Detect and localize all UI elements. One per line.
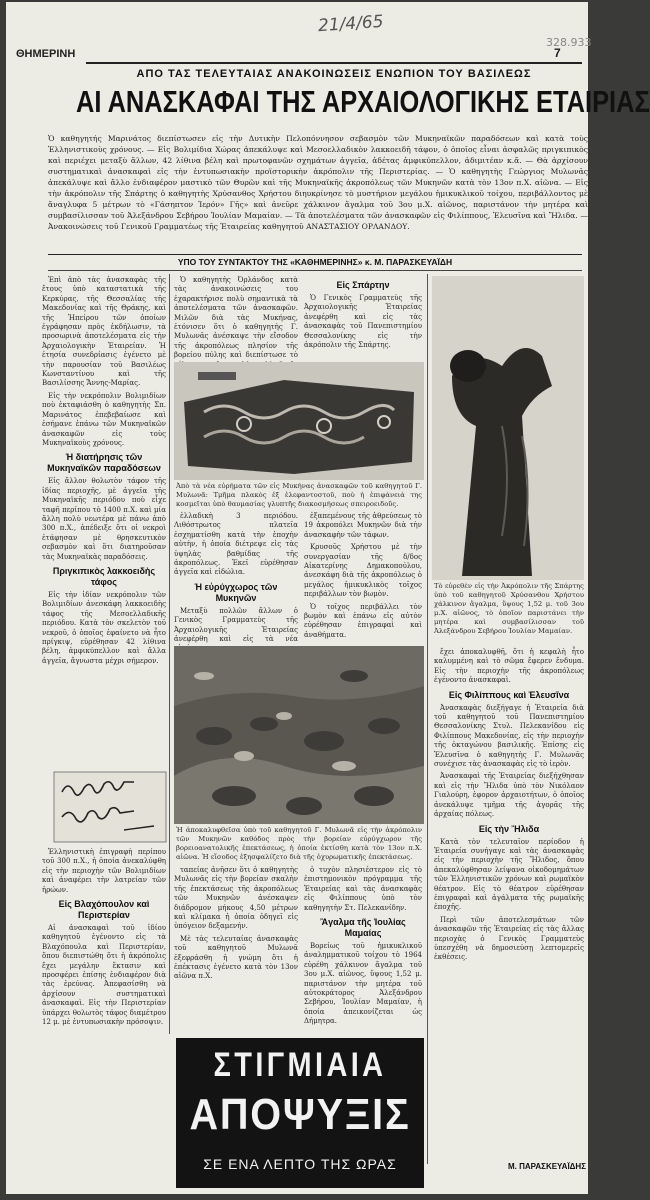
photo-caption: Ἡ ἀποκαλυφθεῖσα ὑπὸ τοῦ καθηγητοῦ Γ. Μυλωνᾶ εἰς τὴν ἀκρόπολιν τῶν Μυκηνῶν καθόδος πρὸς τὴν βορείαν εὐρύγχωρον τῆς βορειοανατολικῆς ἐπεκτάσεως, ἡ ὁποία ἐκτίσθη κατὰ τὸν 13ον π.Χ. αἰῶνα. Ἡ εἴσοδος ἐξησφαλίζετο διὰ τῆς ὀχυρωματικῆς ἐπεκτάσεως. xyxy=(176,826,422,861)
mycenae-excavation-photo xyxy=(174,646,424,824)
body-paragraph: Εἰς τὴν νεκρόπολιν Βολιμιδίων ποὺ ἐκταφιάσθη ὁ καθηγητὴς Σπ. Μαρινάτος ἐπεβεβαίωσε καὶ ἐσήμανε ἐπάνω τῶν Μυκηναϊκῶν ἀνασκαφῶν εἰς τοὺς Μυκηναϊκοὺς χρόνους. xyxy=(42,391,166,447)
body-paragraph: Ὁ τοῖχος περιβάλλει τὸν βωμὸν καὶ ἐπάνω εἰς αὐτὸν εὑρέθησαν ἐπιγραφαὶ καὶ ἀναθήματα. xyxy=(304,602,422,639)
body-paragraph: Κρυσοῦς Χρήστου μὲ τὴν συνεργασίαν τῆς δ/δος Αἰκατερίνης Δημακοπούλου, ἀνεσκάφη διὰ τῆς ἀκροπόλεως ὁ μεγάλος ἡμικυκλικὸς τοῖχος περιβάλλων τὸν βωμὸν. xyxy=(304,543,422,599)
article-column-2-bottom xyxy=(174,866,298,1034)
body-paragraph: Περὶ τῶν ἀποτελεσμάτων τῶν ἀνασκαφῶν τῆς Ἑταιρείας εἰς τὰς ἄλλας περιοχὰς ὁ Γενικὸς Γραμματεὺς ὑπεσχέθη νὰ δημοσιεύσῃ λεπτομερεῖς ἐκθέσεις. xyxy=(434,915,584,962)
body-paragraph: ἑλλαδικὴ 3 περιόδου. Λιθόστρωτος πλατεῖα ἐσχηματίσθη κατὰ τὴν ἐποχὴν αὐτὴν, ἡ ὁποία διέτρεψε εἰς τὰς ὑψηλὰς βαθμίδας τῆς ἀκροπόλεως. Ἐκεῖ εὑρέθησαν ἀγγεῖα καὶ εἰδώλια. xyxy=(174,512,298,577)
body-paragraph: Κατὰ τὸν τελευταῖον περίοδον ἡ Ἑταιρεία συνήγαγε καὶ τὰς ἀνασκαφὰς εἰς τὴν περιοχὴν τῆς Ἤλιδος, ὅπου ἀπεκαλύφθησαν λείψανα οἰκοδομημάτων τῶν Ἑλληνιστικῶν χρόνων καὶ ρωμαϊκὸν θέατρον. Εἰς τὸ θέατρον εὑρέθησαν ἐπιγραφαὶ καὶ ἀγάλματα τῆς ρωμαϊκῆς ἐποχῆς. xyxy=(434,837,584,912)
kicker: ΑΠΟ ΤΑΣ ΤΕΛΕΥΤΑΙΑΣ ΑΝΑΚΟΙΝΩΣΕΙΣ ΕΝΩΠΙΟΝ ΤΟΥ ΒΑΣΙΛΕΩΣ xyxy=(136,68,532,80)
handwritten-annotation xyxy=(54,772,166,842)
byline-rule-bottom xyxy=(48,270,582,271)
subheading: Εἰς τὴν Ἤλιδα xyxy=(478,823,540,834)
body-paragraph: Αἱ ἀνασκαφαὶ τοῦ ἰδίου καθηγητοῦ ἐγένοντο εἰς τὰ Βλαχόπουλα καὶ Περιστερίαν, ὅπου διεπιστώθη ὅτι ἡ ἀκρόπολις ἔχει μεγάλην ἔκτασιν καὶ προσφέρει ἐπίσης ἐνδιαφέρον διὰ τὰς ἐρεύνας. Ἀπεφασίσθη νὰ ἀρχίσουν συστηματικαὶ ἀνασκαφαὶ. Εἰς τὴν Περιστερίαν ὑπάρχει θολωτὸς τάφος διαμέτρου 12 μ. μὲ ἐντυπωσιακὴν πρόσοψιν. xyxy=(42,924,166,1027)
body-paragraph: ὁ τυχὸν πλησιέστερον εἰς τὸ ἐπιστημονικὸν πρόγραμμα τῆς Ἑταιρείας καὶ τὰς ἀνασκαφὰς εἰς Φιλίππους ὑπὸ τὸν καθηγητὴν Στ. Πελεκανίδην. xyxy=(304,866,422,912)
subheading: Ἡ εὐρύγχωρος τῶν Μυκηνῶν xyxy=(194,581,278,603)
body-paragraph: ἐξαπεμένους τῆς ἀθρεύσεως τὸ 19 ἀκροπόλει Μυκηνῶν διὰ τὴν ἀνασκαφὴν τῶν τάφων. xyxy=(304,512,422,539)
body-paragraph: Ἑλληνιστικὴ ἐπιγραφὴ περίπου τοῦ 300 π.Χ., ἡ ὁποία ἀνεκαλύφθη εἰς τὴν περιοχὴν τῶν Βολιμιδίων καὶ ἀναφέρει τὴν λατρείαν τῶν ἡρώων. xyxy=(42,848,166,894)
body-paragraph: Μεταξὺ πολλῶν ἄλλων ὁ Γενικὸς Γραμματεὺς τῆς Ἀρχαιολογικῆς Ἑταιρείας ἀνεφέρθη καὶ εἰς τὰ νέα xyxy=(174,606,298,644)
article-column-3-bottom xyxy=(304,866,422,1034)
subheading: Ἡ διατήρησις τῶν Μυκηναϊκῶν παραδόσεων xyxy=(47,452,161,474)
column-divider xyxy=(169,274,170,1034)
article-column-3-top xyxy=(304,276,422,358)
body-paragraph: Ἀνασκαφὰς διεξήγαγε ἡ Ἑταιρεία διὰ τοῦ καθηγητοῦ τοῦ Πανεπιστημίου Θεσσαλονίκης Στυλ. Πελεκανίδου εἰς Φιλίππους Μακεδονίας, εἰς τὴν περιοχὴν τῆς ὀκταγώνου βασιλικῆς. Ἐπίσης εἰς Ἐλευσῖνα ὁ καθηγητὴς Γ. Μυλωνᾶς συνέχισε τὰς ἀνασκαφὰς εἰς τὸ ἱερὸν. xyxy=(434,703,584,769)
article-column-1b xyxy=(42,848,166,1184)
body-paragraph: Εἰς ἄλλον θολωτὸν τάφον τῆς ἰδίας περιοχῆς, μὲ ἀγγεῖα τῆς Μυκηναϊκῆς περιόδου ποὺ εἶχε ταφῆ περίπου τὸ 1400 π.Χ. καὶ μία ἄλλη πολὺ νεωτέρα μὲ πάνω ἀπὸ 300 π.Χ., ἀπέδειξε ὅτι οἱ νεκροὶ ἐτάφησαν μὲ θρησκευτικὸν σεβασμὸν καὶ ὅτι διατηροῦσαν τὰς Μυκηναϊκὰς παραδόσεις. xyxy=(42,477,166,561)
body-paragraph: Ἐπὶ ἀπὸ τὰς ἀνασκαφὰς τῆς ἔτους ὑπὸ καταστατικὰ τῆς Κερκύρας, τῆς Θεσσαλίας τῆς Μακεδονίας καὶ τῆς Θράκης, καὶ τῆς Ἠπείρου τῶν ὁποίων ἐγράφησαν πρὸς ἐκδήλωσιν, τὰ προσωρινὰ ἀποτελέσματα εἰς τὴν Ἀρχαιολογικὴν Ἑταιρείαν. Ἡ ἐτησία συνεδρίασις ἐγένετο μὲ τὴν παρουσίαν τοῦ Βασιλέως Κωνσταντίνου καὶ τῆς Βασιλίσσης Ἄννης-Μαρίας. xyxy=(42,276,166,388)
ivory-plaque-photo xyxy=(174,362,424,480)
byline: ΥΠΟ ΤΟΥ ΣΥΝΤΑΚΤΟΥ ΤΗΣ «ΚΑΘΗΜΕΡΙΝΗΣ» κ. Μ. ΠΑΡΑΣΚΕΥΑΪΔΗ xyxy=(177,257,453,267)
body-paragraph: Βορείως τοῦ ἡμικυκλικοῦ ἀναλημματικοῦ τοίχου τὸ 1964 εὑρέθη χάλκινον ἄγαλμα τοῦ 3ου μ.Χ. αἰῶνος, ὕψους 1,52 μ. παριστάνον τὴν μητέρα τοῦ αὐτοκράτορος Ἀλεξάνδρου Σεβήρου, Ἰουλίαν Μαμαίαν, ἡ ὁποία ἀπεικονίζεται ὡς Δήμητρα. xyxy=(304,942,422,1026)
body-paragraph: ἔχει ἀποκαλυφθῆ, ὅτι ἡ κεφαλὴ ἦτο καλυμμένη καὶ τὸ σῶμα ἔφερεν ἔνδυμα. Εἰς τὴν περιοχὴν τῆς ἀκροπόλεως ἐγένοντο ἀνασκαφαὶ. xyxy=(434,648,584,685)
article-column-2-middle xyxy=(174,512,298,642)
page-number: 7 xyxy=(554,46,561,60)
article-column-1 xyxy=(42,276,166,768)
newspaper-clipping xyxy=(6,2,650,1194)
ad-line-1: ΣΤΙΓΜΙΑΙΑ xyxy=(213,1046,387,1084)
top-rule xyxy=(86,62,582,64)
subheading: Πριγκιπικὸς λακκοειδὴς τάφος xyxy=(52,565,156,587)
photo-caption: Ἀπὸ τὰ νέα εὑρήματα τῶν εἰς Μυκήνας ἀνασκαφῶν τοῦ καθηγητοῦ Γ. Μυλωνᾶ: Τμῆμα πλακὸς ἐξ ἐλεφαντοστοῦ, ποὺ ἡ ἐπιφάνειά της κοσμεῖται ὑπὸ θαυμασίας γλυπτῆς διακοσμήσεως σπειροειδοῦς. xyxy=(176,482,422,508)
archive-number: 328.933 xyxy=(546,36,592,49)
headline: ΑΙ ΑΝΑΣΚΑΦΑΙ ΤΗΣ ΑΡΧΑΙΟΛΟΓΙΚΗΣ ΕΤΑΙΡΙΑΣ xyxy=(76,84,650,119)
column-divider xyxy=(427,274,428,1164)
subheading: Ἄγαλμα τῆς Ἰουλίας Μαμαίας xyxy=(320,917,406,939)
body-paragraph: ταπείας ἀνῆσεν ὅτι ὁ καθηγητὴς Μυλωνᾶς εἰς τὴν βορείαν σκαλὴν τῆς ἐπεκτάσεως τῆς ἀκροπόλεως τῶν Μυκηνῶν ἀνέσκαψεν διάδρομον μήκους 4,50 μέτρων καὶ κλίμακα ἡ ὁποία ὁδηγεῖ εἰς ὑπόγειον δεξαμενήν. xyxy=(174,866,298,931)
body-paragraph: Ἀνασκαφαὶ τῆς Ἑταιρείας διεξήχθησαν καὶ εἰς τὴν Ἤλιδα ὑπὸ τὸν Νικόλαον Γιαλούρη, ἐφορον ἀρχαιοτήτων, ὁ ὁποῖος ἀνεκάλυψε τμῆμα τῆς ἀγορᾶς τῆς ἀρχαίας πόλεως. xyxy=(434,772,584,819)
handwritten-date: 21/4/65 xyxy=(317,11,385,37)
subheading: Εἰς Φιλίππους καὶ Ἐλευσῖνα xyxy=(448,689,570,700)
photo-caption: Τὸ εὑρεθὲν εἰς τὴν Ἀκρόπολιν τῆς Σπάρτης ὑπὸ τοῦ καθηγητοῦ Χρύσανθου Χρήστου χάλκινον ἄγαλμα, ὕψους 1,52 μ. τοῦ 3ου μ.Χ. αἰῶνος, τὸ ὁποῖον παριστάνει τὴν μητέρα καὶ συμβασίλισσαν τοῦ Ἀλεξάνδρου Σεβήρου Ἰουλίαν Μαμαίαν. xyxy=(434,582,584,635)
body-paragraph: Ὁ Γενικὸς Γραμματεὺς τῆς Ἀρχαιολογικῆς Ἑταιρείας ἀνεφέρθη καὶ εἰς τὰς ἀνασκαφὰς τοῦ Πανεπιστημίου Θεσσαλονίκης εἰς τὴν ἀκρόπολιν τῆς Σπάρτης. xyxy=(304,294,422,350)
julia-mamaea-statue-photo xyxy=(432,276,584,580)
body-paragraph: Εἰς τὴν ἰδίαν νεκρόπολιν τῶν Βολιμιδίων ἀνεσκάφη λακκοειδὴς τάφος τῆς Μεσοελλαδικῆς περιόδου. Κατὰ τὸν σκελετὸν τοῦ νεκροῦ, ὁ ὁποῖος ἐφαίνετο νὰ ἦτο πρίγκιψ, εὑρέθησαν 42 λίθινα βέλη, ἀμφικύπελλον καὶ ἄλλα ἀγγεῖα, ἄγνωστα μέχρι σήμερον. xyxy=(42,590,166,665)
article-column-3-middle xyxy=(304,512,422,642)
ad-line-3: ΣΕ ΕΝΑ ΛΕΠΤΟ ΤΗΣ ΩΡΑΣ xyxy=(203,1156,397,1172)
body-paragraph: Ὁ καθηγητὴς Ὀρλάνδος κατὰ τὰς ἀνακοινώσεις του ἐχαρακτήρισε πολὺ σημαντικὰ τὰ ἀποτελέσματα τῶν ἀνασκαφῶν. Μιλῶν διὰ τὰς Μυκήνας, ἐτόνισεν ὅτι ὁ καθηγητὴς Γ. Μυλωνᾶς ἀνέσκαψε τὴν εἴσοδον τῆς ἀκροπόλεως πλησίον τῆς βορείου πύλης καὶ διεπίστωσε τὸ xyxy=(174,276,298,360)
lead-paragraph: Ὁ καθηγητής Μαρινάτος διεπίστωσεν εἰς τὴν Δυτικὴν Πελοπόννησον σεβασμὸν τῶν Μυκηναϊκῶν παραδόσεων καὶ κατὰ τοὺς Ἑλληνιστικοὺς χρόνους. — Εἰς Βολιμίδια Χώρας ἀπεκάλυψε καὶ Μεσοελλαδικὸν λακκοειδῆ τάφον, ὁ ὁποῖος εἶναι ἀσφαλῶς πριγκιπικὸς καὶ περιέχει μεταξὺ ἄλλων, 42 λίθινα βέλη καὶ πρωτοφανῶν σχημάτων ἀγγεῖα, ἀδέτας ἀμφικύπελλον, ἀδιμιτέαν κ.ἄ. — Θὰ ἀρχίσουν συστηματικαὶ ἀνασκαφαὶ εἰς τὴν ἐντυπωσιακὴν προϊστορικὴν ἀκρόπολιν τῆς Περιστερίας. — Ὁ καθηγητὴς Γεώργιος Μυλωνᾶς ἀπεκάλυψε καὶ ἄλλο ἐνδιαφέρον μαστικὸ τῶν Θυρῶν καὶ τῆς Μυκηναϊκῆς ἀκροπόλεως τῶν Μυκηνῶν κατὰ τὸν 13ον π.Χ. αἰῶνα. — Εἰς τὴν ἀκρόπολιν τῆς Σπάρτης ὁ καθηγητὴς Χρύσανθος Χρήστου διηυκρίνησε τὸ μυστήριον μεγάλου ἡμικυκλικοῦ τοίχου, περιβάλλοντος μὲ ἄναγλυφα 5 μέτρων τὸ «Γάσηπτον Ἱερόν» Γῆς» καὶ ἀνεῦρε χάλκινον ἄγαλμα τοῦ 3ου μ.Χ. αἰῶνος, παριστάνον τὴν μητέρα καὶ συμβασίλισσαν τοῦ Ἀλεξάνδρου Σεβήρου Ἰουλίαν Μαμαίαν. — Τὰ ἀποτελέσματα τῶν ἀνασκαφῶν εἰς Φιλίππους, Ἐλευσῖνα καὶ Ἤλιδα. — Ἀνακοινώσεις τοῦ Γενικοῦ Γραμματέως τῆς Ἑταιρείας καθηγητοῦ ΑΝΑΣΤΑΣΙΟΥ ΟΡΛΑΝΔΟΥ. xyxy=(48,134,588,231)
subheading: Εἰς Σπάρτην xyxy=(336,280,390,290)
author-signature: Μ. ΠΑΡΑΣΚΕΥΑΪΔΗΣ xyxy=(507,1162,586,1171)
masthead: ΘΗΜΕΡΙΝΗ xyxy=(16,48,76,60)
body-paragraph: Μὲ τὰς τελευταίας ἀνασκαφὰς τοῦ καθηγητοῦ Μυλωνᾶ ἐξεφράσθη ἡ γνώμη ὅτι ἡ ἐπέκτασις ἐγένετο κατὰ τὸν 13ον αἰῶνα π.Χ. xyxy=(174,934,298,981)
ad-line-2: ΑΠΟΨΥΞΙΣ xyxy=(189,1090,411,1139)
article-column-2-top xyxy=(174,276,298,358)
article-column-4 xyxy=(434,648,584,1154)
advertisement xyxy=(176,1038,424,1188)
byline-rule-top xyxy=(48,254,582,255)
subheading: Εἰς Βλαχόπουλον καὶ Περιστερίαν xyxy=(58,899,150,921)
